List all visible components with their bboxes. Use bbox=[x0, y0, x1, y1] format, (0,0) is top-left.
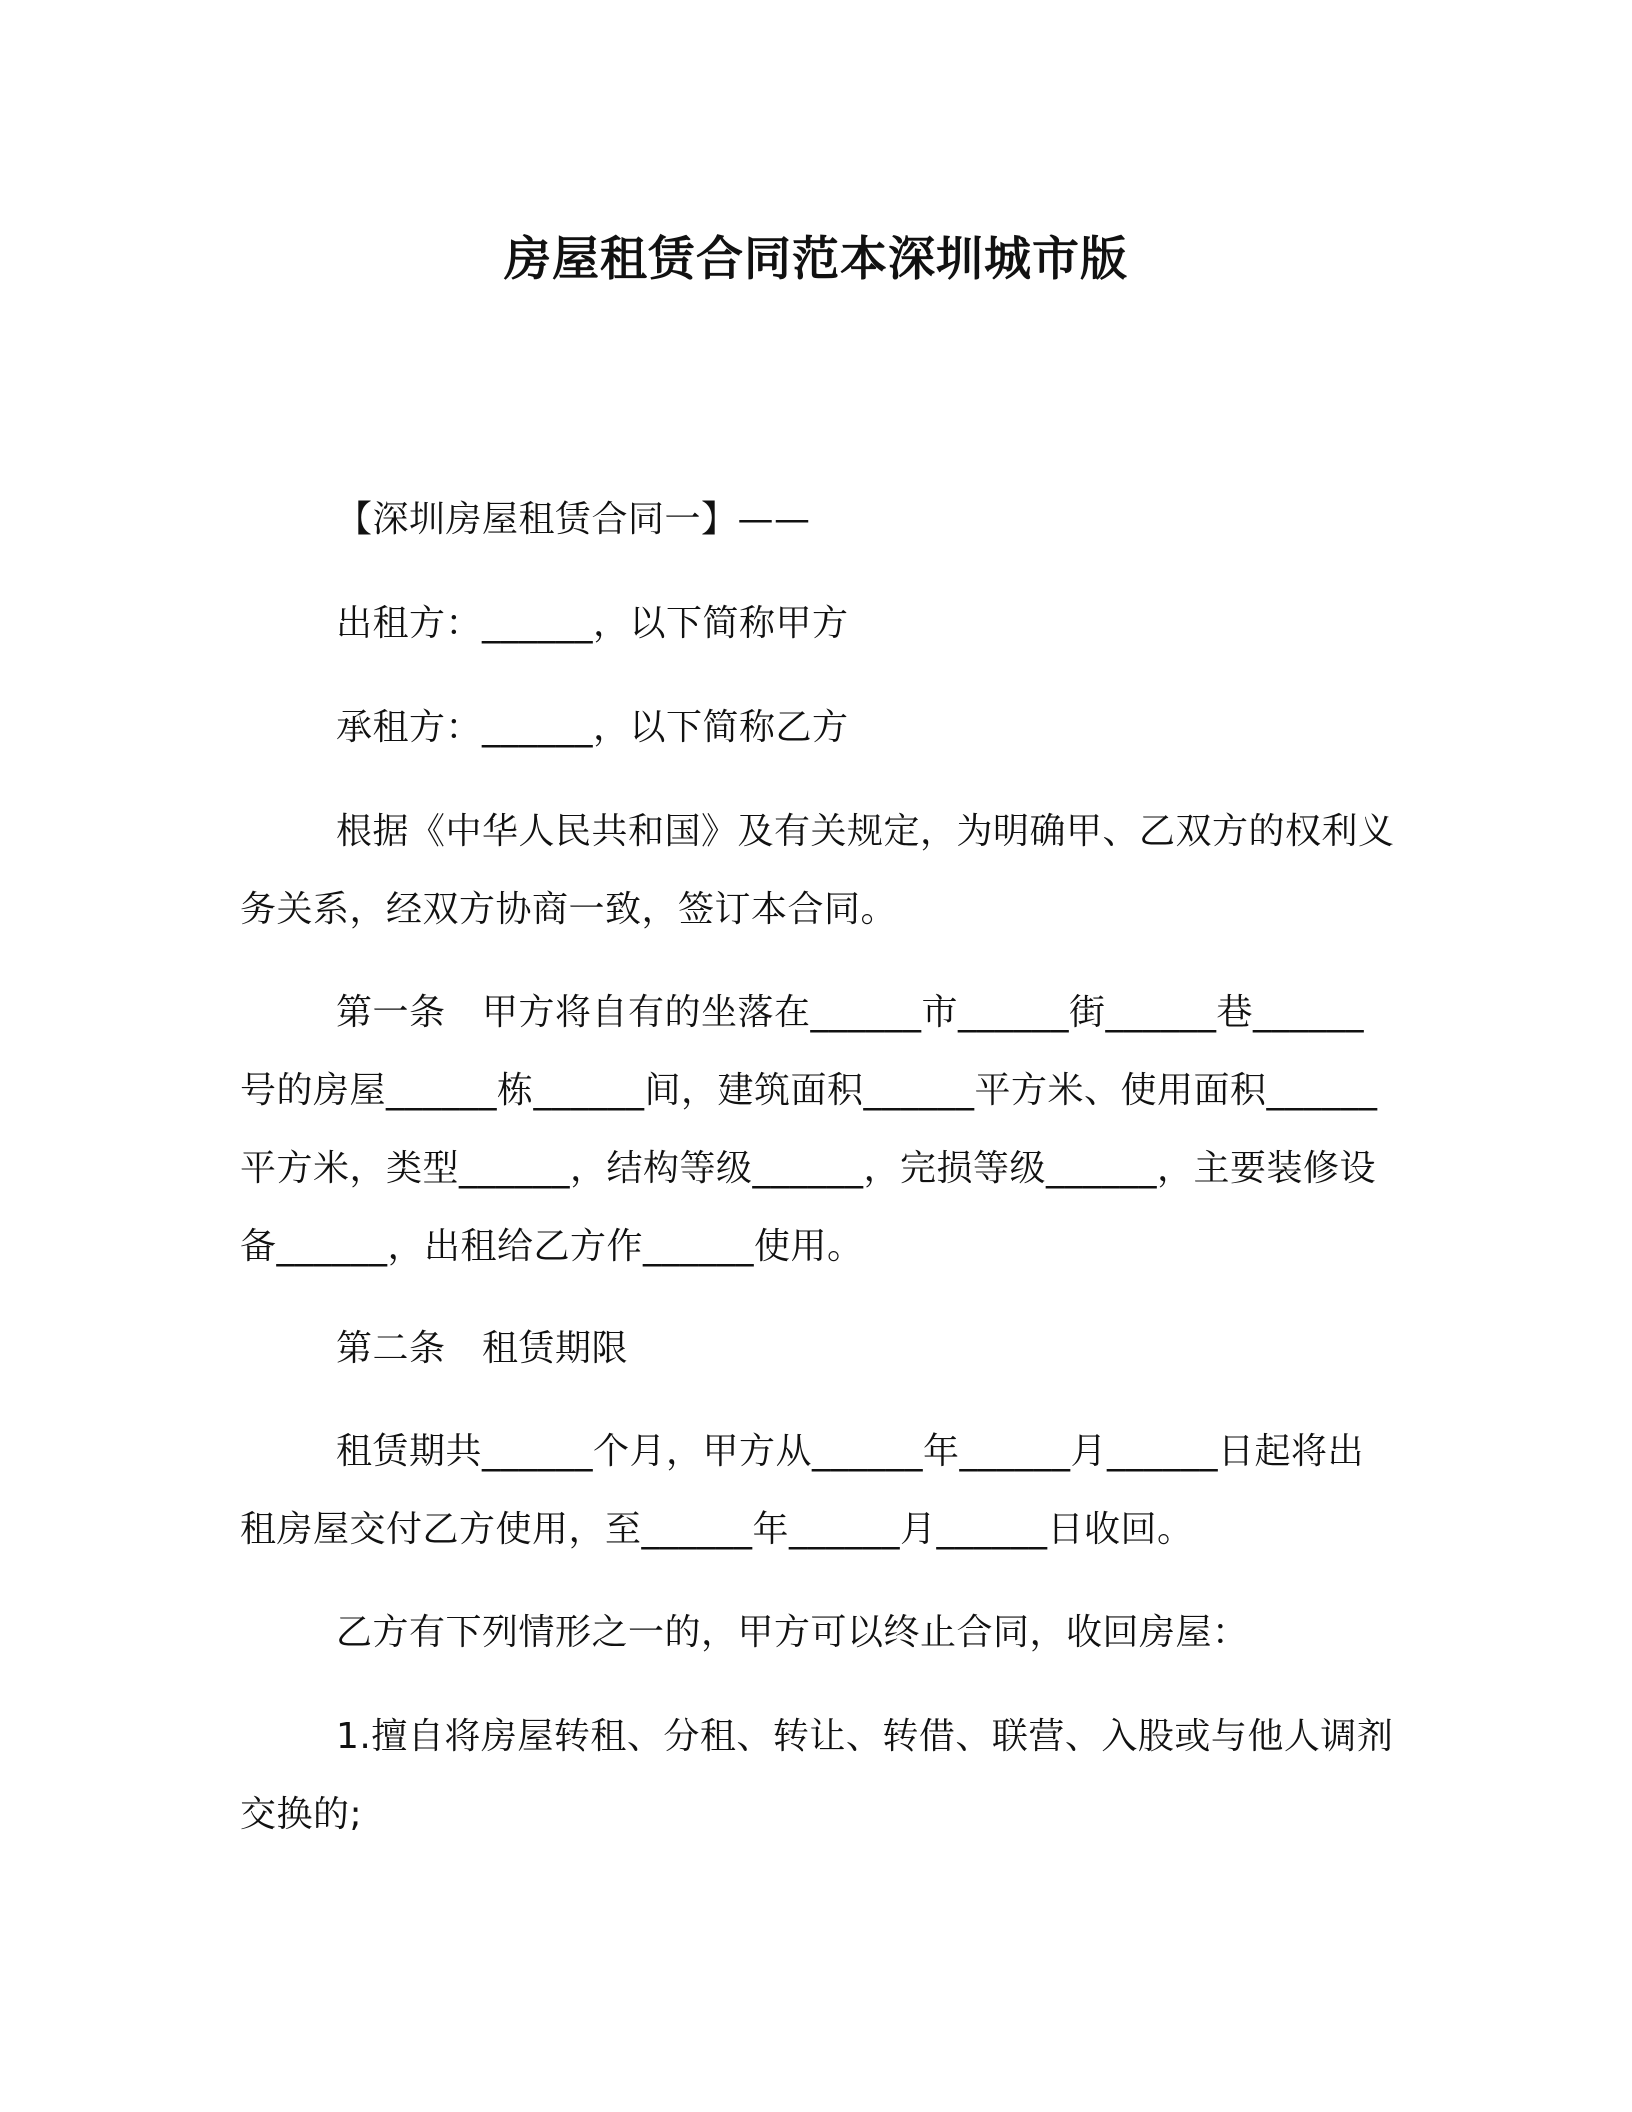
contract-heading: 【深圳房屋租赁合同一】—— bbox=[336, 499, 811, 540]
termination-intro: 乙方有下列情形之一的，甲方可以终止合同，收回房屋： bbox=[336, 1612, 1249, 1653]
lessor-line: 出租方：______，以下简称甲方 bbox=[336, 603, 849, 644]
preamble-paragraph: 根据《中华人民共和国》及有关规定，为明确甲、乙双方的权利义务关系，经双方协商一致，签订本合同。 bbox=[240, 811, 1395, 930]
lessee-line: 承租方：______，以下简称乙方 bbox=[336, 707, 849, 748]
article-two-heading: 第二条 租赁期限 bbox=[336, 1328, 629, 1369]
termination-item-1: 1.擅自将房屋转租、分租、转让、转借、联营、入股或与他人调剂交换的; bbox=[240, 1716, 1394, 1835]
document-title: 房屋租赁合同范本深圳城市版 bbox=[504, 232, 1128, 287]
lease-term-paragraph: 租赁期共______个月，甲方从______年______月______日起将出租房屋交付乙方使用，至______年______月______日收回。 bbox=[240, 1431, 1365, 1550]
article-one-paragraph: 第一条 甲方将自有的坐落在______市______街______巷______号的房屋______栋______间，建筑面积______平方米、使用面积______平方米，类型______，结构等级______，完损等级______，主要装修设备______，出租给乙方作______使用。 bbox=[240, 992, 1378, 1267]
